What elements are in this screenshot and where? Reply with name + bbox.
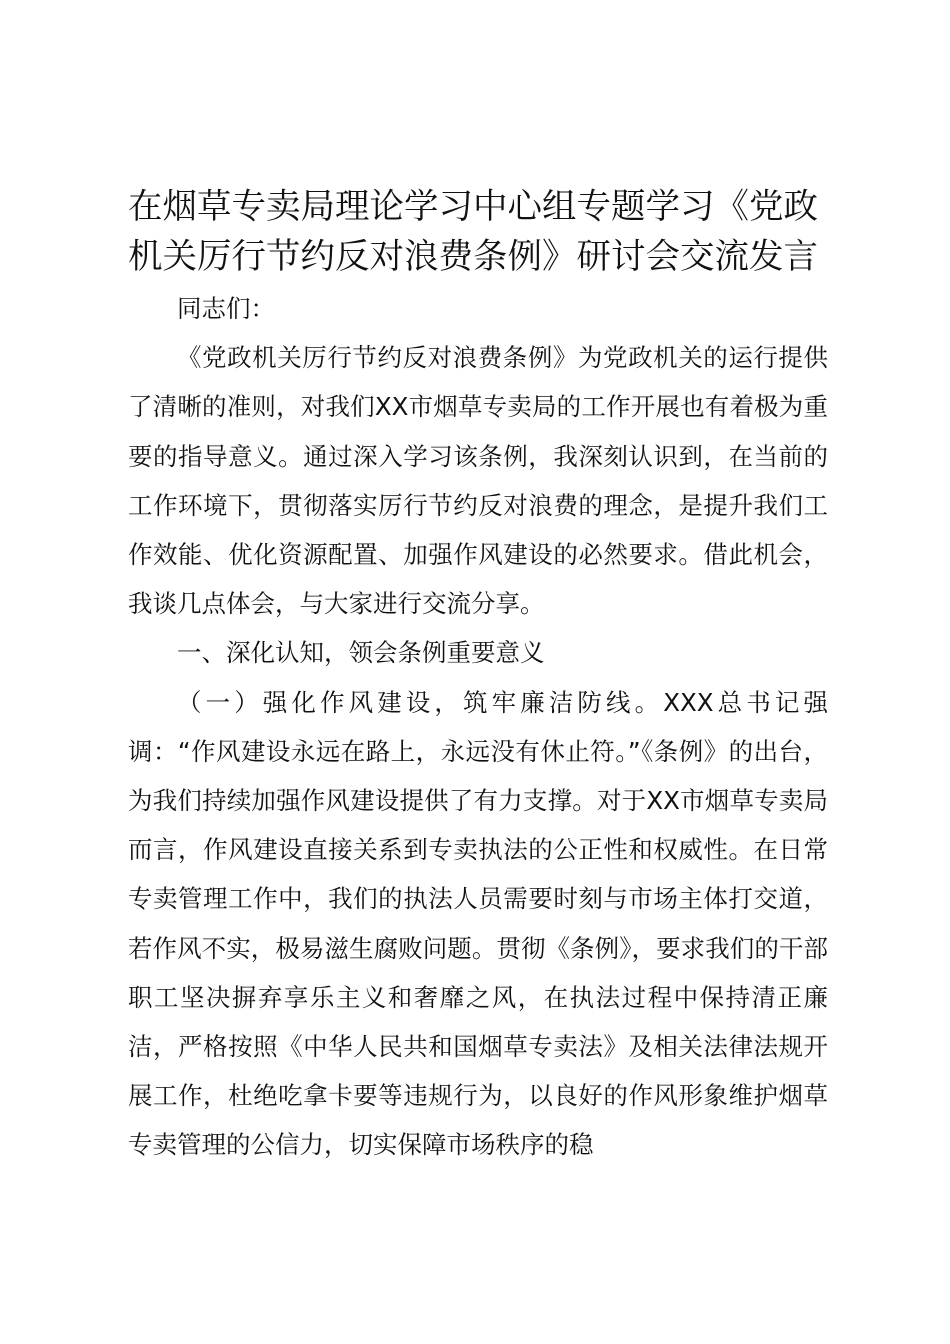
subsection-paragraph: （一）强化作风建设，筑牢廉洁防线。XXX总书记强调：“作风建设永远在路上，永远没有休止符。”《条例》的出台，为我们持续加强作风建设提供了有力支撑。对于XX市烟草专卖局而言，作风建设直接关系到专卖执法的公正性和权威性。在日常专卖管理工作中，我们的执法人员需要时刻与市场主体打交道，若作风不实，极易滋生腐败问题。贯彻《条例》，要求我们的干部职工坚决摒弃享乐主义和奢靡之风，在执法过程中保持清正廉洁，严格按照《中华人民共和国烟草专卖法》及相关法律法规开展工作，杜绝吃拿卡要等违规行为，以良好的作风形象维护烟草专卖管理的公信力，切实保障市场秩序的稳 xyxy=(128,687,828,1160)
title-line-2: 机关厉行节约反对浪费条例》研讨会交流发言 xyxy=(128,237,818,277)
document-body xyxy=(128,182,828,1170)
greeting: 同志们： xyxy=(177,294,275,323)
intro-paragraph: 《党政机关厉行节约反对浪费条例》为党政机关的运行提供了清晰的准则，对我们XX市烟草专卖局的工作开展也有着极为重要的指导意义。通过深入学习该条例，我深刻认识到，在当前的工作环境下，贯彻落实厉行节约反对浪费的理念，是提升我们工作效能、优化资源配置、加强作风建设的必然要求。借此机会，我谈几点体会，与大家进行交流分享。 xyxy=(128,343,828,619)
title-line-1: 在烟草专卖局理论学习中心组专题学习《党政 xyxy=(128,187,818,227)
document-title xyxy=(128,182,828,282)
section-heading: 一、深化认知，领会条例重要意义 xyxy=(177,638,545,668)
